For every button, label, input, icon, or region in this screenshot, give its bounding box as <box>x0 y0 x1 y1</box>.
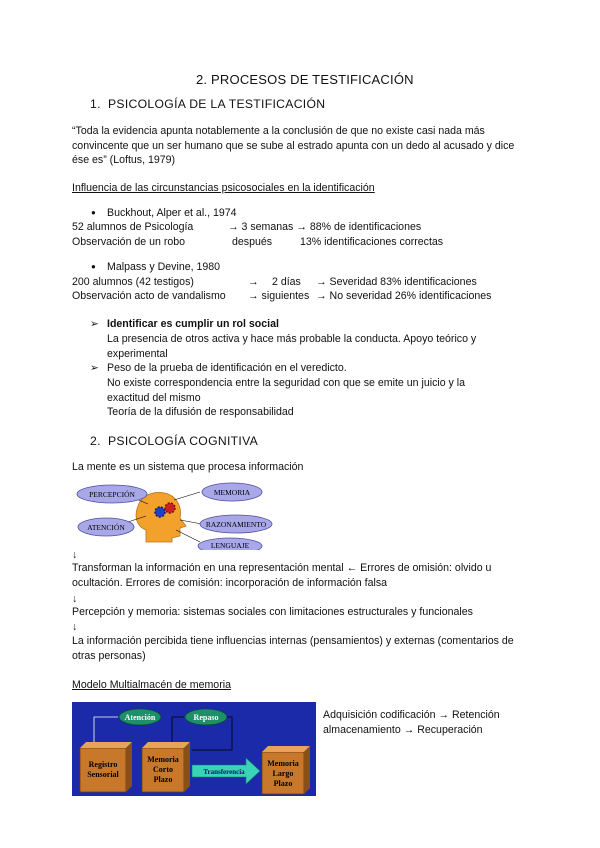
study2-row2-col1: Observación acto de vandalismo <box>72 290 226 302</box>
flow-text-3: La información percibida tiene influencias internas (pensamientos) y externas (comentarios de otras personas) <box>72 635 514 662</box>
flow-arrow-3: ↓ <box>72 621 78 633</box>
registro-label-1: Registro <box>88 760 118 769</box>
study1-row1-col1: 52 alumnos de Psicología <box>72 221 194 233</box>
study2-row1-col4: → Severidad 83% identificaciones <box>316 276 477 288</box>
social-role-heading: Identificar es cumplir un rol social <box>107 318 279 330</box>
repaso-label: Repaso <box>193 713 219 722</box>
gear-blue-icon <box>155 507 165 517</box>
verdict-heading: Peso de la prueba de identificación en el veredicto. <box>107 362 347 374</box>
loftus-quote: “Toda la evidencia apunta notablemente a la conclusión de que no existe casi nada más convincente que un ser humano que se sube al estrado apunta con un dedo al acusado y dice ése es” (Loftus, 1979) <box>72 125 515 166</box>
flow-arrow-2: ↓ <box>72 593 78 605</box>
atencion-label: Atención <box>124 713 156 722</box>
mlp-label-1: Memoria <box>267 759 299 768</box>
verdict-text: No existe correspondencia entre la seguridad con que se emite un juicio y la exactitud del mismo <box>107 377 466 404</box>
mind-text: La mente es un sistema que procesa información <box>72 461 304 473</box>
registro-label-2: Sensorial <box>87 770 119 779</box>
flow-arrow-1: ↓ <box>72 549 78 561</box>
study2-row1-col2: → <box>248 276 259 288</box>
percepcion-label: PERCEPCIÓN <box>89 490 135 499</box>
mcp-label-2: Corto <box>153 765 173 774</box>
memoria-label: MEMORIA <box>213 488 251 497</box>
section-2-title: PSICOLOGÍA COGNITIVA <box>108 434 259 448</box>
study1-bullet: ● <box>91 208 96 217</box>
flow-text-2: Percepción y memoria: sistemas sociales con limitaciones estructurales y funcionales <box>72 606 473 618</box>
mlp-label-3: Plazo <box>273 779 293 788</box>
flow-text-1: Transforman la información en una representación mental ← Errores de omisión: olvido u ocultación. Errores de comisión: incorporación de información falsa <box>72 562 492 589</box>
study1-row1-col2: → 3 semanas → 88% de identificaciones <box>228 221 422 233</box>
model-description: Adquisición codificación → Retención almacenamiento → Recuperación <box>323 709 500 736</box>
study2-row1-col3: 2 días <box>272 276 301 288</box>
transferencia-label: Transferencia <box>203 768 245 776</box>
memory-model-diagram <box>72 702 316 796</box>
model-heading: Modelo Multialmacén de memoria <box>72 679 231 691</box>
arrow-marker-2: ➢ <box>90 362 99 374</box>
mcp-label-3: Plazo <box>153 775 173 784</box>
study2-bullet: ● <box>91 262 96 271</box>
mcp-label-1: Memoria <box>147 755 179 764</box>
cognitive-diagram <box>76 478 276 550</box>
study1-row2-col3: 13% identificaciones correctas <box>300 236 444 248</box>
study2-row2-col3: → No severidad 26% identificaciones <box>316 290 492 302</box>
section-1-number: 1. <box>90 97 101 111</box>
arrow-marker-1: ➢ <box>90 318 99 330</box>
diffusion-theory: Teoría de la difusión de responsabilidad <box>107 406 294 418</box>
section-2-number: 2. <box>90 434 101 448</box>
study1-title: Buckhout, Alper et al., 1974 <box>107 207 237 219</box>
study2-row2-col2: → siguientes <box>248 290 310 302</box>
atencion-label: ATENCIÓN <box>87 523 125 532</box>
influence-heading: Influencia de las circunstancias psicosociales en la identificación <box>72 182 375 194</box>
social-role-text: La presencia de otros activa y hace más probable la conducta. Apoyo teórico y experimental <box>107 333 477 360</box>
study1-row2-col2: después <box>232 236 273 248</box>
razonamiento-label: RAZONAMIENTO <box>205 520 267 529</box>
study2-row1-col1: 200 alumnos (42 testigos) <box>72 276 194 288</box>
study1-row2-col1: Observación de un robo <box>72 236 186 248</box>
gear-red-icon <box>165 503 175 513</box>
head-silhouette <box>136 493 186 543</box>
section-1-title: PSICOLOGÍA DE LA TESTIFICACIÓN <box>108 97 326 111</box>
mlp-label-2: Largo <box>272 769 294 778</box>
study2-title: Malpass y Devine, 1980 <box>107 261 221 273</box>
lenguaje-label: LENGUAJE <box>210 541 250 550</box>
page-title: 2. PROCESOS DE TESTIFICACIÓN <box>196 72 414 87</box>
